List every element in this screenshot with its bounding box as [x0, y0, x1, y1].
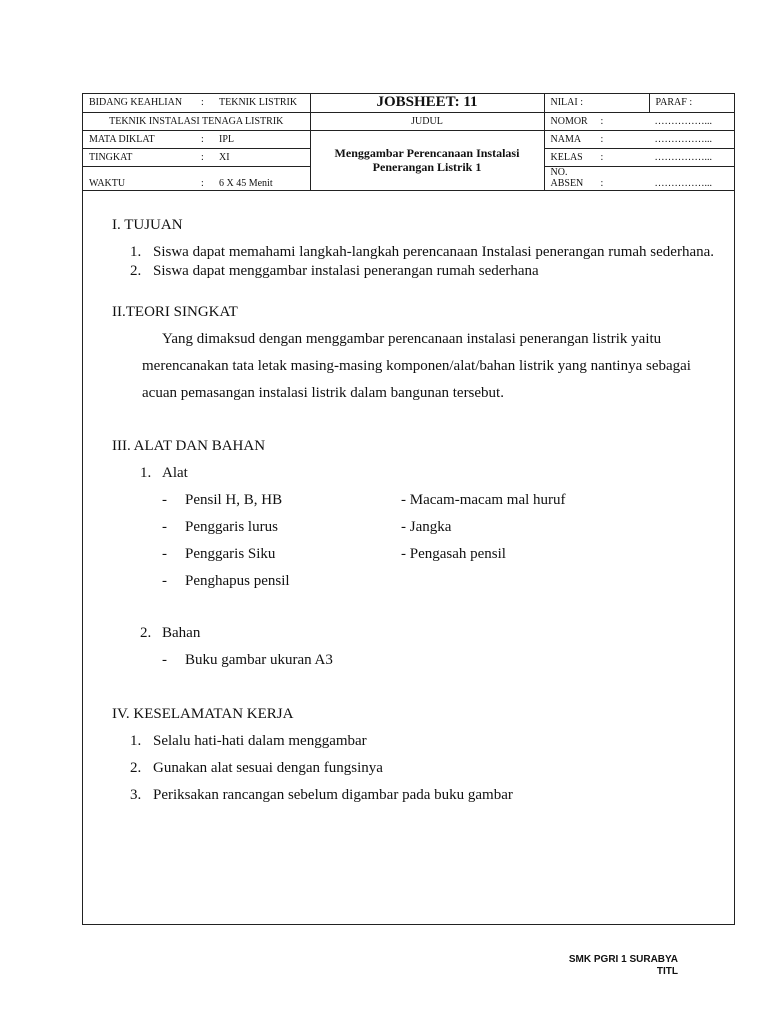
mata-diklat-value: IPL — [219, 133, 234, 145]
alat-item: Penghapus pensil — [185, 573, 290, 589]
jobsheet-number: JOBSHEET: 11 — [310, 94, 544, 112]
footer-line-2: TITL — [656, 966, 678, 977]
program-keahlian: TEKNIK INSTALASI TENAGA LISTRIK — [83, 112, 310, 130]
tujuan-item: Siswa dapat memahami langkah-langkah perencanaan Instalasi penerangan rumah sederhana. — [153, 244, 715, 260]
keselamatan-item-num: 2. — [130, 760, 142, 776]
colon: : — [201, 97, 204, 109]
colon: : — [600, 133, 604, 145]
alat-item: - Macam-macam mal huruf — [401, 492, 566, 508]
judul-line-2: Penerangan Listrik 1 — [372, 160, 482, 174]
colon: : — [600, 115, 604, 127]
nomor-cell — [544, 112, 734, 130]
teori-line: acuan pemasangan instalasi listrik dalam bangunan tersebut. — [142, 385, 504, 401]
tingkat-label: TINGKAT — [89, 151, 133, 163]
teori-heading: II.TEORI SINGKAT — [112, 304, 238, 320]
colon: : — [201, 151, 204, 163]
keselamatan-heading: IV. KESELAMATAN KERJA — [112, 706, 294, 722]
bidang-label: BIDANG KEAHLIAN — [89, 97, 183, 109]
bidang-cell — [83, 94, 310, 112]
keselamatan-item-num: 3. — [130, 787, 142, 803]
teori-line: Yang dimaksud dengan menggambar perencanaan instalasi penerangan listrik yaitu — [162, 331, 662, 347]
footer-line-1: SMK PGRI 1 SURABYA — [568, 954, 678, 965]
tujuan-heading: I. TUJUAN — [112, 217, 183, 233]
mata-diklat-cell — [83, 130, 310, 148]
absen-value: ……………... — [654, 178, 712, 189]
colon: : — [201, 133, 204, 145]
alat-bahan-heading: III. ALAT DAN BAHAN — [112, 438, 266, 454]
nama-value: ……………... — [654, 133, 712, 145]
kelas-label: KELAS — [550, 151, 583, 163]
mata-diklat-label: MATA DIKLAT — [89, 133, 155, 145]
nomor-label: NOMOR — [550, 115, 588, 127]
waktu-label: WAKTU — [89, 177, 126, 189]
bahan-label: Bahan — [162, 625, 201, 641]
tingkat-cell — [83, 148, 310, 166]
jobsheet-frame — [82, 93, 735, 925]
kelas-value: ……………... — [654, 151, 712, 163]
colon: : — [201, 177, 204, 189]
bidang-value: TEKNIK LISTRIK — [219, 97, 298, 109]
alat-num: 1. — [140, 465, 152, 481]
keselamatan-item: Gunakan alat sesuai dengan fungsinya — [153, 760, 383, 776]
kelas-cell — [544, 148, 734, 166]
waktu-value: 6 X 45 Menit — [219, 177, 273, 189]
nama-label: NAMA — [550, 133, 582, 145]
list-dash: - — [162, 652, 167, 668]
nomor-value: ……………... — [654, 115, 712, 127]
absen-cell — [544, 166, 734, 190]
tujuan-item-num: 1. — [130, 244, 142, 260]
nilai-label: NILAI : — [544, 94, 649, 112]
alat-item: - Jangka — [401, 519, 452, 535]
bahan-item: Buku gambar ukuran A3 — [185, 652, 333, 668]
judul-title-cell — [310, 130, 544, 190]
bahan-num: 2. — [140, 625, 152, 641]
alat-item: - Pengasah pensil — [401, 546, 506, 562]
colon: : — [600, 151, 604, 163]
alat-item: Penggaris lurus — [185, 519, 278, 535]
tujuan-item: Siswa dapat menggambar instalasi penerangan rumah sederhana — [153, 263, 539, 279]
list-dash: - — [162, 519, 167, 535]
alat-label: Alat — [162, 465, 188, 481]
paraf-label: PARAF : — [649, 94, 734, 112]
alat-item: Pensil H, B, HB — [185, 492, 283, 508]
judul-line-1: Menggambar Perencanaan Instalasi — [334, 146, 520, 160]
absen-label-1: NO. — [550, 167, 568, 178]
alat-item: Penggaris Siku — [185, 546, 276, 562]
keselamatan-item: Selalu hati-hati dalam menggambar — [153, 733, 367, 749]
list-dash: - — [162, 546, 167, 562]
keselamatan-item: Periksakan rancangan sebelum digambar pada buku gambar — [153, 787, 513, 803]
judul-label: JUDUL — [310, 112, 544, 130]
header-table — [83, 94, 734, 191]
teori-line: merencanakan tata letak masing-masing komponen/alat/bahan listrik yang nantinya sebagai — [142, 358, 691, 374]
list-dash: - — [162, 492, 167, 508]
list-dash: - — [162, 573, 167, 589]
colon: : — [600, 178, 604, 189]
keselamatan-item-num: 1. — [130, 733, 142, 749]
tujuan-item-num: 2. — [130, 263, 142, 279]
nama-cell — [544, 130, 734, 148]
tingkat-value: XI — [219, 151, 230, 163]
footer-school — [520, 954, 678, 978]
waktu-cell — [83, 166, 310, 190]
absen-label-2: ABSEN — [550, 178, 584, 189]
